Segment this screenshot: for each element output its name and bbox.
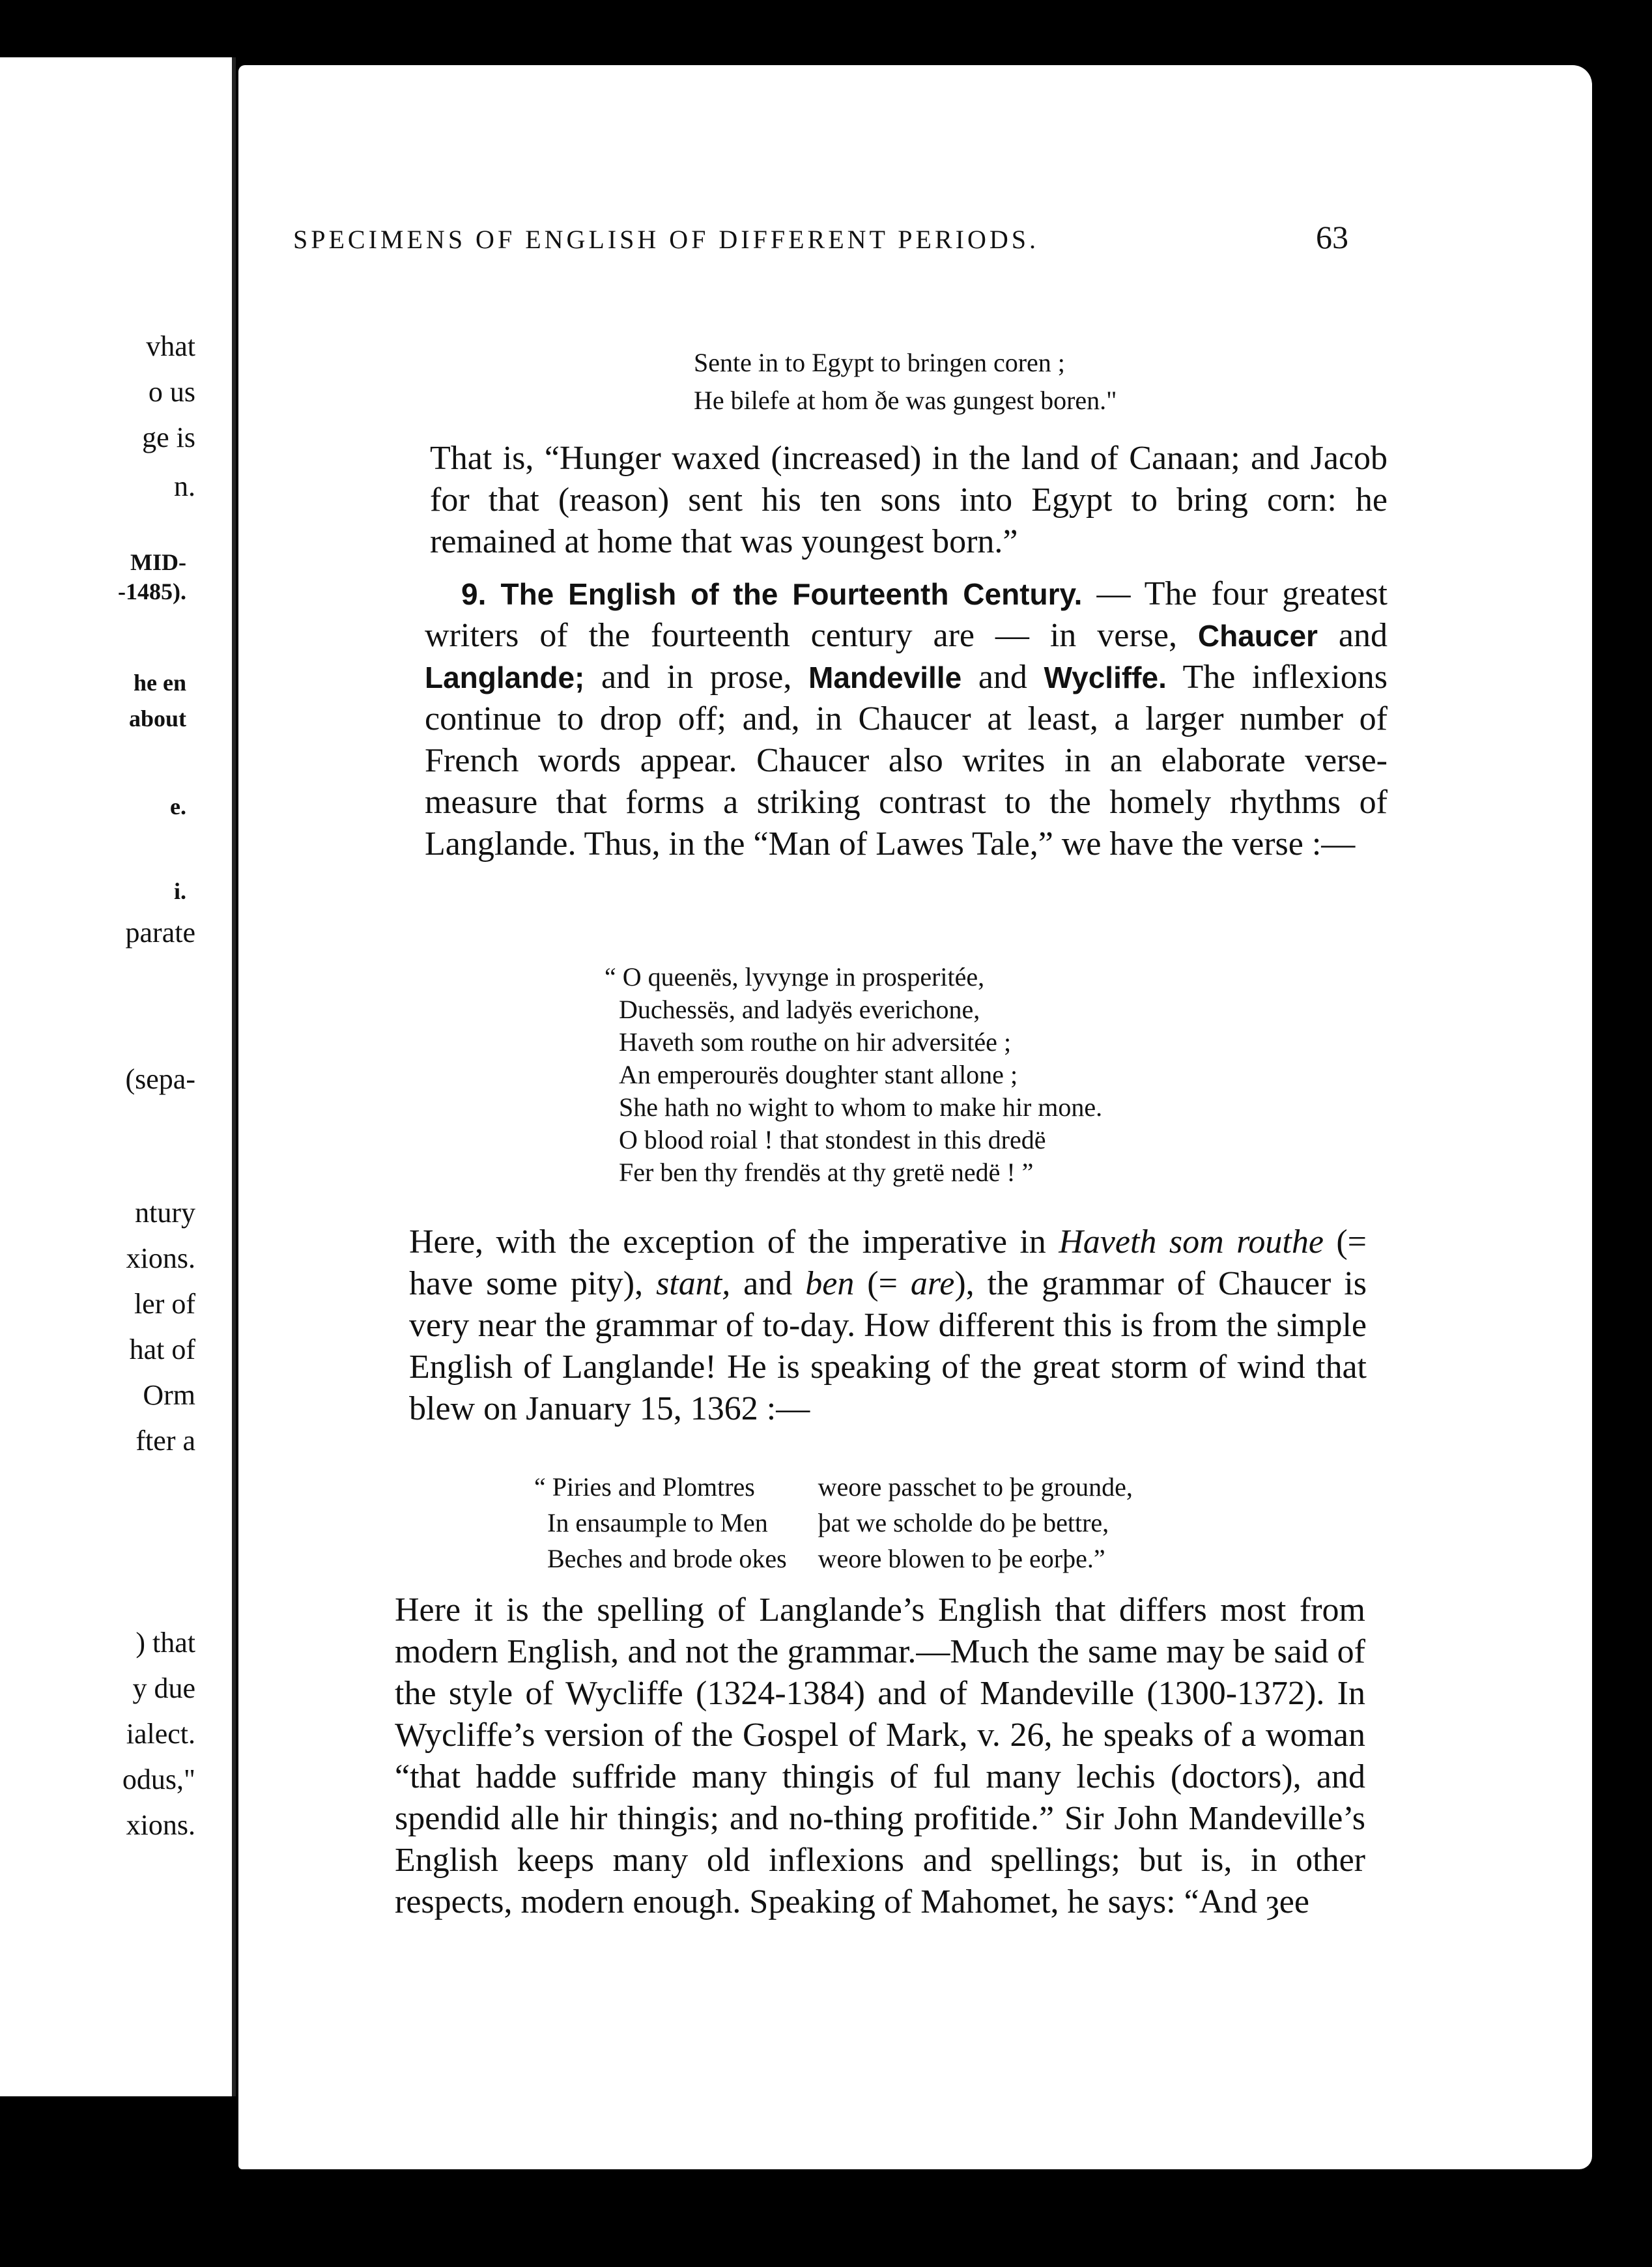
chaucer-verse bbox=[605, 961, 1103, 1189]
left-page-fragment-line: ialect. bbox=[126, 1718, 195, 1750]
verse-line: Fer ben thy frendës at thy gretë nedë ! ” bbox=[619, 1158, 1034, 1187]
verse-line: O blood roial ! that stondest in this dredë bbox=[619, 1125, 1046, 1154]
name-mandeville: Mandeville bbox=[808, 661, 962, 694]
verse-line: Duchessës, and ladyës everichone, bbox=[619, 995, 980, 1024]
verse-line: An emperourës doughter stant allone ; bbox=[619, 1060, 1018, 1089]
opening-verse bbox=[694, 344, 1117, 420]
verse-row: In ensaumple to Men þat we scholde do þe bettre, bbox=[547, 1508, 1109, 1537]
left-page-fragment bbox=[0, 57, 236, 2096]
verse-row: Beches and brode okes weore blowen to þe eorþe.” bbox=[547, 1544, 1105, 1573]
left-page-fragment-line: fter a bbox=[135, 1425, 195, 1457]
left-page-fragment-line: -1485). bbox=[118, 578, 186, 605]
running-header bbox=[293, 218, 1348, 256]
left-page-fragment-line: ntury bbox=[135, 1197, 195, 1229]
left-page-fragment-line: ) that bbox=[135, 1627, 195, 1659]
left-page-fragment-line: i. bbox=[173, 878, 186, 904]
left-page-fragment-line: parate bbox=[125, 917, 195, 948]
left-page-fragment-line: vhat bbox=[146, 330, 195, 362]
section-9: 9. The English of the Fourteenth Century. — The four greatest writers of the fourteenth century are — in verse, Chaucer and Langlande; and in prose, Mandeville and Wycliffe. The inflexions continue to drop off; and, in Chaucer at least, a larger number of French words appear. Chaucer also writes in an elaborate verse-measure that forms a striking contrast to the homely rhythms of Langlande. Thus, in the “Man of Lawes Tale,” we have the verse :— bbox=[425, 575, 1388, 863]
left-page-fragment-line: xions. bbox=[126, 1242, 195, 1274]
left-page-fragment-line: about bbox=[128, 706, 186, 732]
left-page-fragment-line: xions. bbox=[126, 1809, 195, 1841]
page-number: 63 bbox=[1316, 219, 1348, 255]
name-langlande: Langlande; bbox=[425, 661, 585, 694]
langlande-verse bbox=[534, 1469, 1164, 1576]
running-title: SPECIMENS OF ENGLISH OF DIFFERENT PERIODS. bbox=[293, 225, 1039, 254]
verse-line: He bilefe at hom ðe was gungest boren." bbox=[694, 386, 1117, 415]
verse-line: Sente in to Egypt to bringen coren ; bbox=[694, 348, 1065, 377]
left-page-fragment-line: n. bbox=[174, 470, 195, 502]
left-page-fragment-line: o us bbox=[148, 376, 195, 408]
left-page-fragment-line: ler of bbox=[134, 1288, 195, 1320]
section-number: 9. bbox=[461, 577, 487, 611]
name-wycliffe: Wycliffe. bbox=[1044, 661, 1167, 694]
verse-row: “ Piries and Plomtres weore passchet to þe grounde, bbox=[534, 1472, 1133, 1502]
left-page-fragment-line: e. bbox=[170, 793, 186, 820]
left-page-fragment-line: Orm bbox=[143, 1379, 195, 1411]
left-page-fragment-line: ge is bbox=[142, 421, 195, 453]
left-page-fragment-line: he en bbox=[134, 670, 186, 696]
left-page-fragment-line: MID- bbox=[130, 549, 186, 575]
left-page-fragment-line: y due bbox=[132, 1672, 195, 1704]
left-page-fragment-line: odus," bbox=[122, 1763, 195, 1795]
verse-line: “ O queenës, lyvynge in prosperitée, bbox=[605, 962, 985, 991]
left-page-fragment-line: (sepa- bbox=[125, 1063, 195, 1095]
paragraph-chaucer-grammar: Here, with the exception of the imperative in Haveth som routhe (= have some pity), stant, and ben (= are), the grammar of Chaucer is very near the grammar of to-day. How different this is from the simple English of Langlande! He is speaking of the great storm of wind that blew on January 15, 1362 :— bbox=[409, 1223, 1367, 1427]
section-title: The English of the Fourteenth Century. bbox=[500, 577, 1083, 611]
name-chaucer: Chaucer bbox=[1197, 619, 1318, 653]
paragraph-translation: That is, “Hunger waxed (increased) in the land of Canaan; and Jacob for that (reason) sent his ten sons into Egypt to bring corn: he remained at home that was youngest born.” bbox=[430, 440, 1388, 560]
verse-line: Haveth som routhe on hir adversitée ; bbox=[619, 1027, 1012, 1057]
paragraph-wycliffe-mandeville: Here it is the spelling of Langlande’s English that differs most from modern English, and not the grammar.—Much the same may be said of the style of Wycliffe (1324-1384) and of Mandeville (1300-1372). In Wycliffe’s version of the Gospel of Mark, v. 26, he speaks of a woman “that hadde suffride many thingis of ful many lechis (doctors), and spendid alle hir thingis; and no-thing profitide.” Sir John Mandeville’s English keeps many old inflexions and spellings; but is, in other respects, modern enough. Speaking of Mahomet, he says: “And ȝee bbox=[395, 1591, 1365, 1920]
verse-line: She hath no wight to whom to make hir mone. bbox=[619, 1092, 1103, 1122]
left-page-fragment-line: hat of bbox=[129, 1333, 195, 1365]
